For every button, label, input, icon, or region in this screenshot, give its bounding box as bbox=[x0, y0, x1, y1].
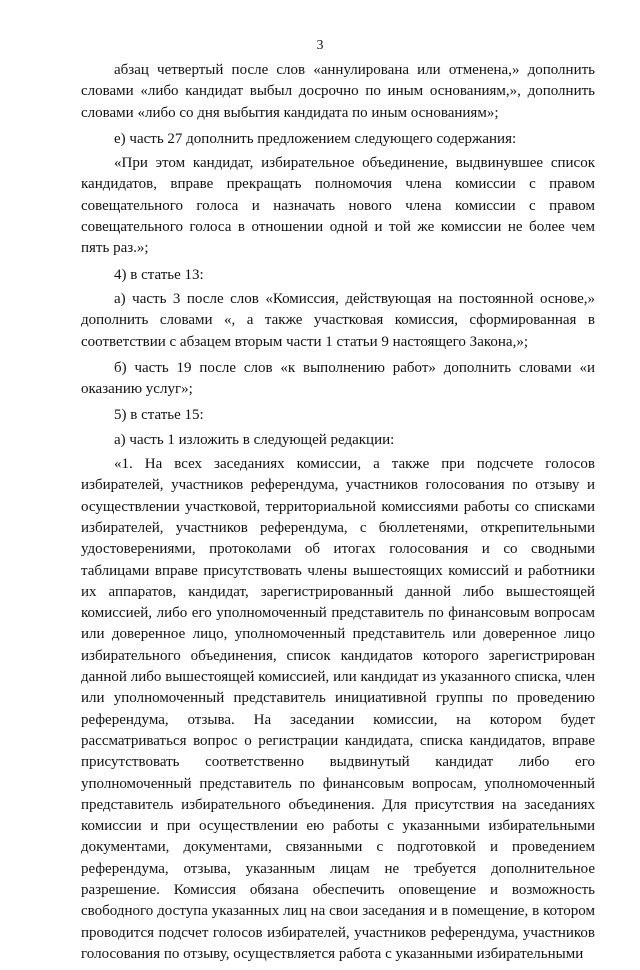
paragraph-article-13-heading: 4) в статье 13: bbox=[114, 266, 204, 283]
paragraph-quoted-insert: «При этом кандидат, избирательное объединение, выдвинувшее список кандидатов, вправе прекращать полномочия члена комиссии с правом совещательного голоса и назначать нового члена комиссии с правом совещательного голоса в отношении одной и той же комиссии не более чем пять раз.»; bbox=[81, 155, 595, 257]
paragraph-item-a-article-15: а) часть 1 изложить в следующей редакции: bbox=[114, 431, 395, 448]
document-body bbox=[81, 60, 595, 970]
paragraph-article-15-heading: 5) в статье 15: bbox=[114, 407, 204, 424]
page-number: 3 bbox=[316, 38, 324, 53]
paragraph-new-part-1-text: «1. На всех заседаниях комиссии, а также при подсчете голосов избирателей, участников референдума, участников голосования по отзыву и осуществлении участковой, территориальной комиссиями работы со списками избирателей, участников референдума, с бюллетенями, открепительными удостоверениями, протоколами об итогах голосования и со сводными таблицами вправе присутствовать члены вышестоящих комиссий и работники их аппаратов, кандидат, зарегистрированный данной либо вышестоящей комиссией, либо его уполномоченный представитель по финансовым вопросам или доверенное лицо, уполномоченный представитель или доверенное лицо избирательного объединения, список кандидатов которого зарегистрирован данной либо вышестоящей комиссией, или кандидат из указанного списка, член или уполномоченный представитель инициативной группы по проведению референдума, отзыва. На заседании комиссии, на котором будет рассматриваться вопрос о регистрации кандидата, списка кандидатов, вправе присутствовать соответственно выдвинутый кандидат либо его уполномоченный представитель по финансовым вопросам, уполномоченный представитель избирательного объединения. Для присутствия на заседаниях комиссии и при осуществлении ею работы с указанными избирательными документами, документами, связанными с подготовкой и проведением референдума, отзыва, указанным лицам не требуется дополнительное разрешение. Комиссия обязана обеспечить оповещение и возможность свободного доступа указанных лиц на свои заседания и в помещение, в котором проводится подсчет голосов избирателей, участников референдума, участников голосования по отзыву, осуществляется работа с указанными избирательными bbox=[81, 456, 595, 962]
paragraph-amend-fourth-subparagraph: абзац четвертый после слов «аннулирована или отменена,» дополнить словами «либо кандидат выбыл досрочно по иным основаниям,», дополнить словами «либо со дня выбытия кандидата по иным основаниям»; bbox=[81, 62, 595, 121]
paragraph-item-a-article-13: а) часть 3 после слов «Комиссия, действующая на постоянной основе,» дополнить словами «, а также участковая комиссия, сформированная в соответствии с абзацем вторым части 1 статьи 9 настоящего Закона,»; bbox=[81, 290, 595, 350]
paragraph-item-b-article-13: б) часть 19 после слов «к выполнению работ» дополнить словами «и оказанию услуг»; bbox=[81, 359, 595, 398]
paragraph-item-e: е) часть 27 дополнить предложением следующего содержания: bbox=[114, 130, 517, 147]
